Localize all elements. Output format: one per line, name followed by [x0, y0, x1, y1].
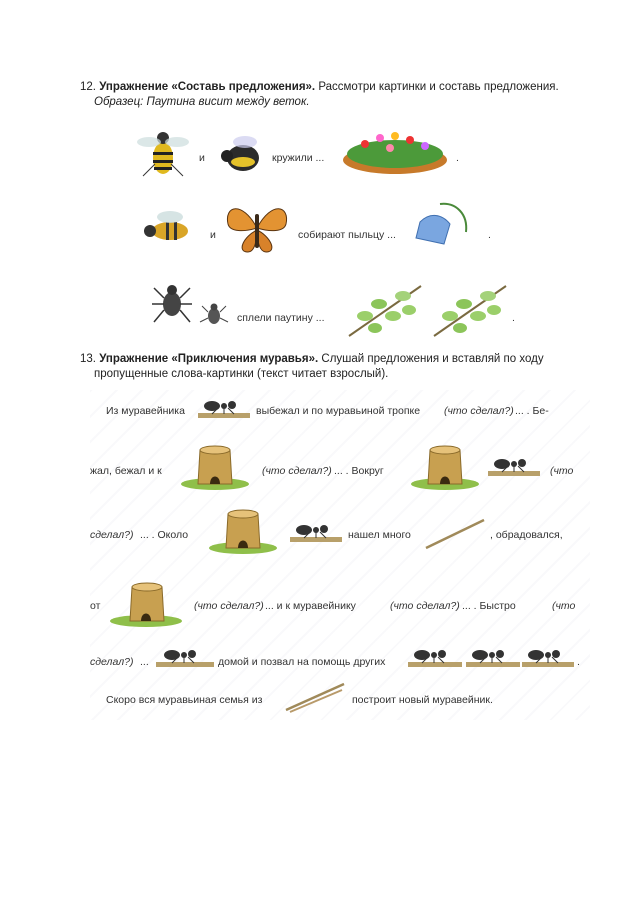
row2-and: и	[210, 229, 216, 241]
ant-picture-4	[156, 643, 214, 667]
bellflower-picture	[410, 200, 472, 252]
story-l4a: от	[90, 600, 101, 612]
stump-picture-3	[208, 500, 278, 554]
stump-picture-4	[108, 573, 184, 627]
row2-dot: .	[488, 229, 491, 241]
story-l3b: нашел много	[348, 529, 411, 541]
wasp-picture	[135, 120, 190, 182]
story-l2a: жал, бежал и к	[90, 465, 162, 477]
ant-picture-5	[408, 643, 462, 667]
exercise-12-sample: Образец: Паутина висит между веток.	[94, 96, 310, 108]
exercise-13-title: Упражнение «Приключения муравья».	[99, 353, 319, 365]
story-l5q: сделал?)	[90, 656, 134, 668]
story-l3a: ... . Около	[140, 529, 189, 541]
story-l5c: .	[577, 656, 580, 668]
ant-picture-7	[522, 643, 574, 667]
story-l4q3: (что	[552, 600, 576, 612]
story-l6a: Скоро вся муравьиная семья из	[106, 694, 263, 706]
twig-picture-2	[284, 680, 346, 714]
ant-picture-6	[466, 643, 520, 667]
exercise-13-heading: 13. Упражнение «Приключения муравья». Слушай предложения и вставляй по ходу пропущенные слова-картинки (текст читает взрослый).	[80, 353, 544, 380]
ant-picture-1	[198, 396, 250, 418]
exercise-12-heading: 12. Упражнение «Составь предложения». Рассмотри картинки и составь предложения.	[80, 81, 559, 93]
bee-picture	[136, 205, 198, 250]
row3-text: сплели паутину ...	[237, 312, 325, 324]
background-watermark	[90, 390, 590, 720]
story-l5a: ...	[140, 656, 149, 668]
story-l4q: (что сделал?)	[194, 600, 264, 612]
row1-text: кружили ...	[272, 152, 325, 164]
story-l2q: (что сделал?)	[262, 465, 332, 477]
ant-picture-3	[290, 518, 342, 542]
story-l3c: , обрадовался,	[490, 529, 563, 541]
story-l2b: ... . Вокруг	[334, 465, 384, 477]
story-l6b: построит новый муравейник.	[352, 694, 493, 706]
story-l3q: сделал?)	[90, 529, 134, 541]
exercise-12-title: Упражнение «Составь предложения».	[99, 81, 316, 93]
flowerbed-picture	[340, 122, 450, 177]
row2-text: собирают пыльцу ...	[298, 229, 396, 241]
butterfly-picture	[222, 200, 292, 256]
branch-picture-2	[430, 280, 510, 340]
twig-picture-1	[424, 516, 486, 552]
stump-picture-1	[180, 436, 250, 490]
stump-picture-2	[410, 436, 480, 490]
story-l4q2: (что сделал?)	[390, 600, 460, 612]
story-l1a: Из муравейника	[106, 405, 185, 417]
story-l5b: домой и позвал на помощь других	[218, 656, 386, 668]
story-l2q2: (что	[550, 465, 574, 477]
row3-dot: .	[512, 312, 515, 324]
bumblebee-picture	[215, 128, 265, 178]
spiders-picture	[152, 280, 232, 332]
row1-and: и	[199, 152, 205, 164]
exercise-13-instruction: Слушай предложения и вставляй по ходу	[318, 353, 544, 365]
exercise-13-instruction-2: пропущенные слова-картинки (текст читает взрослый).	[94, 368, 389, 380]
story-l1q: (что сделал?)	[444, 405, 514, 417]
story-l1c: ... . Бе-	[515, 405, 549, 417]
story-l4c: ... . Быстро	[462, 600, 516, 612]
story-l1b: выбежал и по муравьиной тропке	[256, 405, 421, 417]
ant-picture-2	[488, 452, 540, 476]
story-l4b: ... и к муравейнику	[265, 600, 356, 612]
row1-dot: .	[456, 152, 459, 164]
exercise-12-instruction: Рассмотри картинки и составь предложения.	[315, 81, 559, 93]
branch-picture-1	[345, 280, 425, 340]
